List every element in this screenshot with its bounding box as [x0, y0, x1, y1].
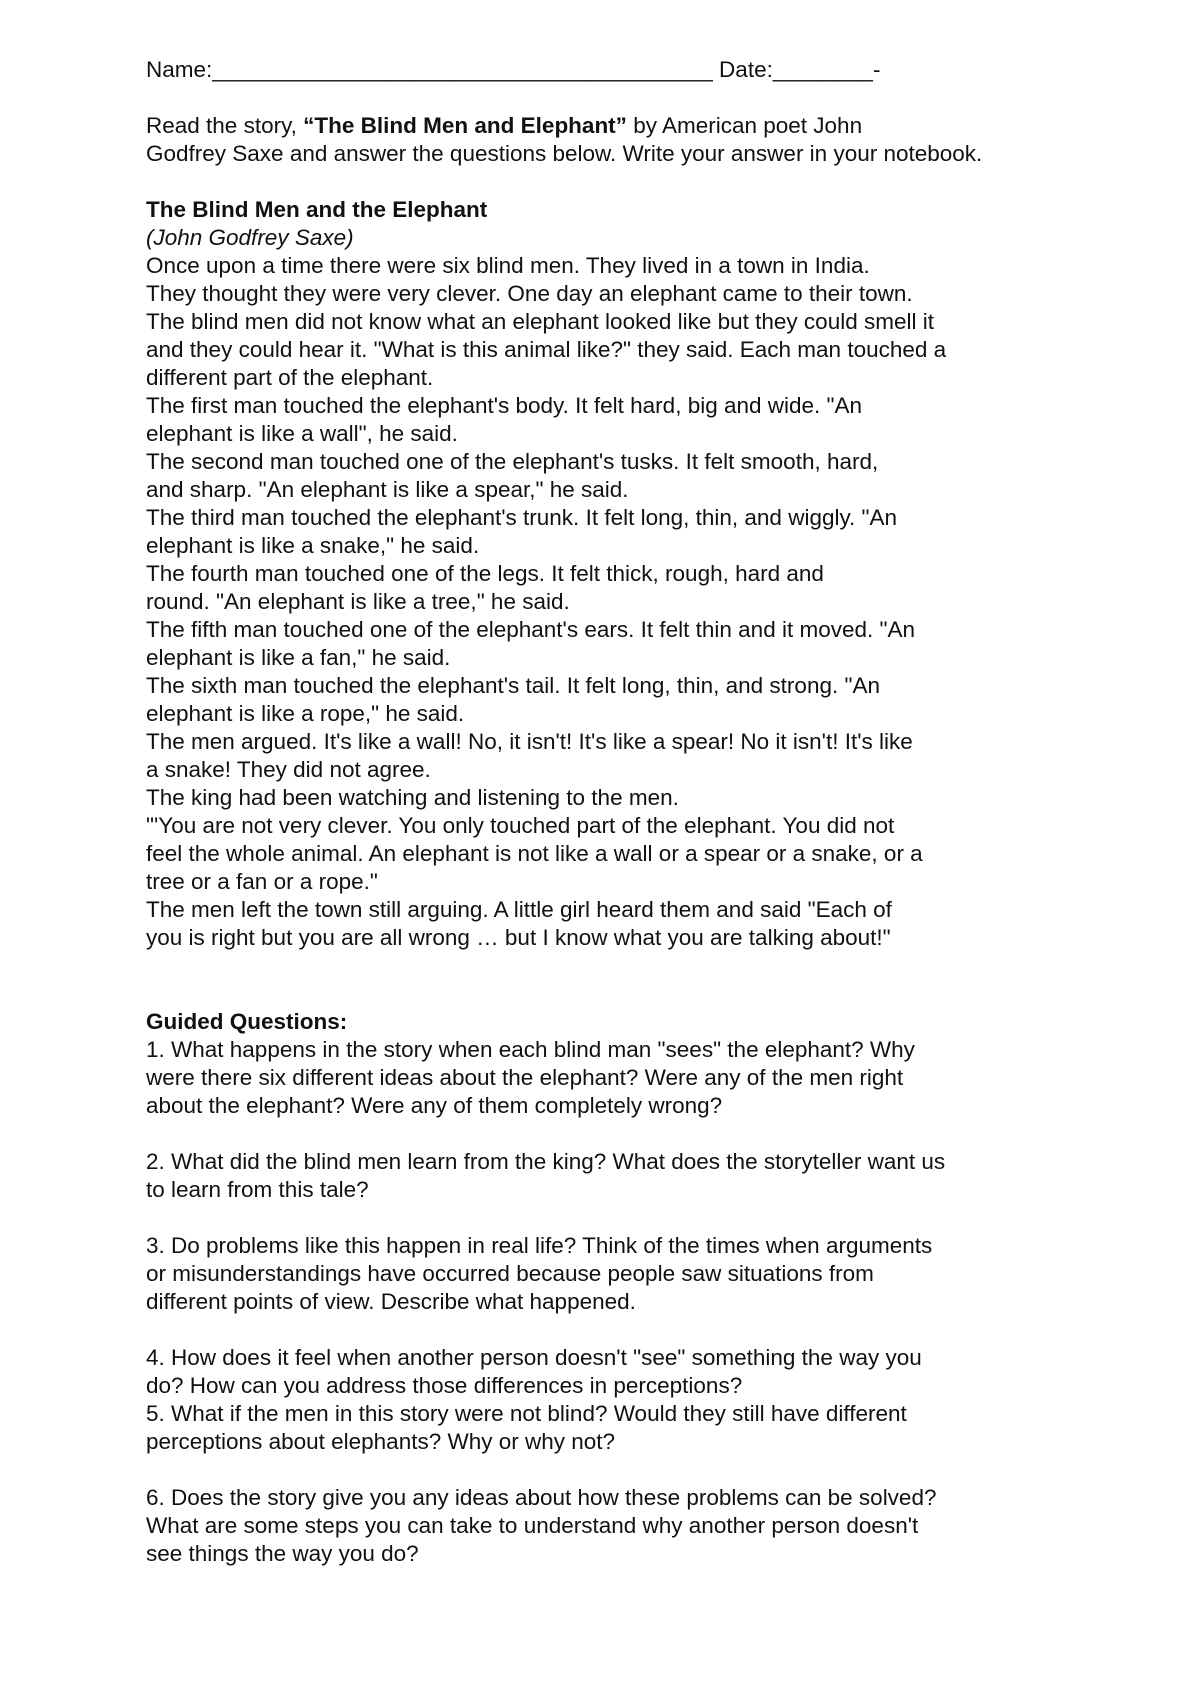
question-1	[146, 1036, 1066, 1120]
story-line: The fourth man touched one of the legs. It felt thick, rough, hard and	[146, 561, 824, 586]
question-line: perceptions about elephants? Why or why not?	[146, 1429, 616, 1454]
story-line: The second man touched one of the elephant's tusks. It felt smooth, hard,	[146, 449, 879, 474]
question-line: 5. What if the men in this story were not blind? Would they still have different	[146, 1401, 907, 1426]
story-line: a snake! They did not agree.	[146, 757, 431, 782]
worksheet-page	[146, 56, 1066, 1568]
questions-heading: Guided Questions:	[146, 1009, 348, 1034]
story-line: The third man touched the elephant's trunk. It felt long, thin, and wiggly. "An	[146, 505, 898, 530]
story-title: The Blind Men and the Elephant	[146, 197, 488, 222]
story-line: The first man touched the elephant's body. It felt hard, big and wide. "An	[146, 393, 863, 418]
story-author: (John Godfrey Saxe)	[146, 225, 354, 250]
question-line: 6. Does the story give you any ideas about how these problems can be solved?	[146, 1485, 937, 1510]
question-line: 1. What happens in the story when each blind man "sees" the elephant? Why	[146, 1037, 915, 1062]
story-line: The fifth man touched one of the elephant's ears. It felt thin and it moved. "An	[146, 617, 915, 642]
story-line: and sharp. "An elephant is like a spear," he said.	[146, 477, 629, 502]
question-2	[146, 1148, 1066, 1204]
story-line: elephant is like a wall", he said.	[146, 421, 458, 446]
question-5	[146, 1400, 1066, 1456]
story-line: The men argued. It's like a wall! No, it isn't! It's like a spear! No it isn't! It's like	[146, 729, 913, 754]
story-line: different part of the elephant.	[146, 365, 434, 390]
story-line: The sixth man touched the elephant's tail. It felt long, thin, and strong. "An	[146, 673, 880, 698]
question-line: to learn from this tale?	[146, 1177, 369, 1202]
story-line: The king had been watching and listening to the men.	[146, 785, 679, 810]
instructions-suffix: by American poet John	[626, 113, 863, 138]
story-body	[146, 252, 1066, 952]
question-line: What are some steps you can take to understand why another person doesn't	[146, 1513, 919, 1538]
instructions-line-1	[146, 112, 1066, 140]
spacer	[146, 980, 1066, 1008]
story-line: They thought they were very clever. One day an elephant came to their town.	[146, 281, 913, 306]
question-line: see things the way you do?	[146, 1541, 419, 1566]
question-line: 3. Do problems like this happen in real life? Think of the times when arguments	[146, 1233, 933, 1258]
spacer	[146, 1456, 1066, 1484]
instructions-story-title: “The Blind Men and Elephant”	[303, 113, 627, 138]
story-line: you is right but you are all wrong … but I know what you are talking about!"	[146, 925, 891, 950]
spacer	[146, 84, 1066, 112]
question-3	[146, 1232, 1066, 1316]
story-line: The men left the town still arguing. A little girl heard them and said "Each of	[146, 897, 892, 922]
spacer	[146, 952, 1066, 980]
instructions-prefix: Read the story,	[146, 113, 304, 138]
question-line: do? How can you address those differences in perceptions?	[146, 1373, 743, 1398]
question-4	[146, 1344, 1066, 1400]
instructions-line-2: Godfrey Saxe and answer the questions below. Write your answer in your notebook.	[146, 141, 983, 166]
story-line: "'You are not very clever. You only touched part of the elephant. You did not	[146, 813, 895, 838]
spacer	[146, 1120, 1066, 1148]
story-line: and they could hear it. "What is this animal like?" they said. Each man touched a	[146, 337, 947, 362]
question-line: 2. What did the blind men learn from the king? What does the storyteller want us	[146, 1149, 946, 1174]
spacer	[146, 1204, 1066, 1232]
question-line: 4. How does it feel when another person doesn't "see" something the way you	[146, 1345, 922, 1370]
question-line: were there six different ideas about the elephant? Were any of the men right	[146, 1065, 904, 1090]
question-6	[146, 1484, 1066, 1568]
question-line: different points of view. Describe what happened.	[146, 1289, 636, 1314]
story-line: elephant is like a fan," he said.	[146, 645, 451, 670]
story-line: Once upon a time there were six blind men. They lived in a town in India.	[146, 253, 870, 278]
question-line: or misunderstandings have occurred because people saw situations from	[146, 1261, 874, 1286]
story-line: The blind men did not know what an elephant looked like but they could smell it	[146, 309, 934, 334]
story-line: elephant is like a snake," he said.	[146, 533, 480, 558]
name-date-line: Name:________________________________________ Date:________-	[146, 57, 881, 82]
story-line: elephant is like a rope," he said.	[146, 701, 465, 726]
spacer	[146, 168, 1066, 196]
story-line: tree or a fan or a rope."	[146, 869, 378, 894]
story-line: round. "An elephant is like a tree," he said.	[146, 589, 570, 614]
question-line: about the elephant? Were any of them completely wrong?	[146, 1093, 723, 1118]
spacer	[146, 1316, 1066, 1344]
story-line: feel the whole animal. An elephant is not like a wall or a spear or a snake, or a	[146, 841, 923, 866]
